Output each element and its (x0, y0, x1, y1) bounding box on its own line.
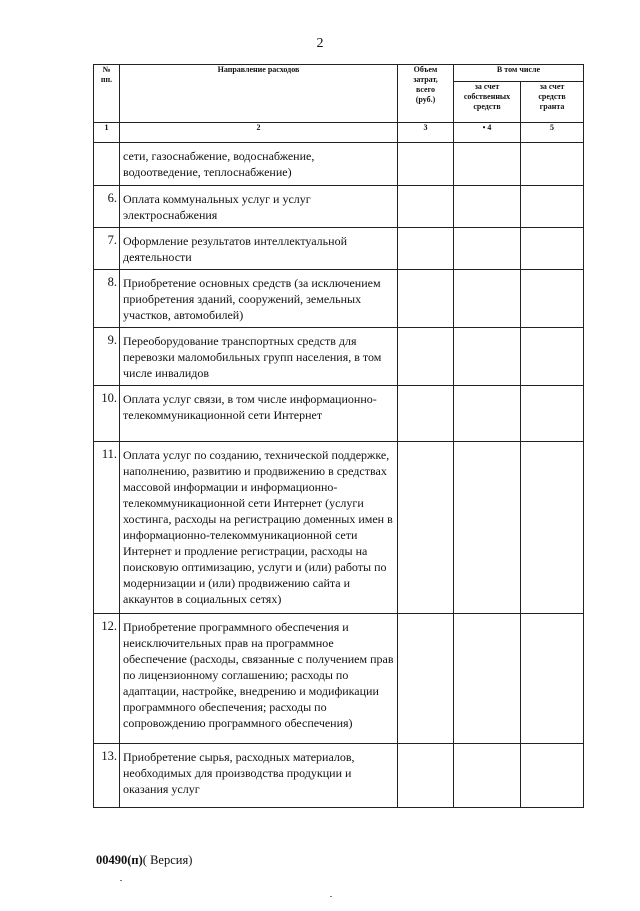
header-including-label: В том числе (496, 65, 541, 74)
row-direction: Оплата коммунальных услуг и услуг электроснабжения (120, 186, 398, 228)
document-code-version: ( Версия) (142, 853, 193, 867)
row-own-cell (454, 143, 521, 186)
header-including (454, 65, 584, 82)
row-direction: Оформление результатов интеллектуальной деятельности (120, 228, 398, 270)
row-total-cell (398, 744, 454, 808)
header-direction (120, 65, 398, 123)
header-grant-funds (521, 82, 584, 123)
table-row (94, 386, 584, 442)
row-grant-cell (521, 228, 584, 270)
column-index-row (94, 123, 584, 143)
row-own-cell (454, 614, 521, 744)
row-number: 10. (94, 386, 120, 442)
row-number: 11. (94, 442, 120, 614)
row-total-cell (398, 386, 454, 442)
row-direction: Приобретение сырья, расходных материалов, необходимых для производства продукции и оказания услуг (120, 744, 398, 808)
table-row (94, 442, 584, 614)
document-code (96, 853, 192, 868)
row-total-cell (398, 614, 454, 744)
row-own-cell (454, 186, 521, 228)
row-grant-cell (521, 744, 584, 808)
row-own-cell (454, 328, 521, 386)
row-own-cell (454, 744, 521, 808)
row-number: 13. (94, 744, 120, 808)
row-direction: Оплата услуг связи, в том числе информационно-телекоммуникационной сети Интернет (120, 386, 398, 442)
row-total-cell (398, 186, 454, 228)
row-total-cell (398, 328, 454, 386)
row-direction: Приобретение основных средств (за исключением приобретения зданий, сооружений, земельных участков, автомобилей) (120, 270, 398, 328)
header-direction-label: Направление расходов (217, 65, 300, 74)
scan-speck (120, 880, 122, 881)
document-code-number: 00490(п) (96, 853, 143, 867)
row-number: 8. (94, 270, 120, 328)
header-own-funds-label: за счет собственных средств (463, 82, 511, 111)
header-num (94, 65, 120, 123)
table-row (94, 744, 584, 808)
scan-speck (330, 896, 332, 897)
row-number: 12. (94, 614, 120, 744)
column-index: 2 (120, 123, 398, 143)
row-grant-cell (521, 270, 584, 328)
row-grant-cell (521, 442, 584, 614)
row-direction: Оплата услуг по созданию, технической поддержке, наполнению, развитию и продвижению в средствах массовой информации и информационно-телекоммуникационной сети Интернет (услуги хостинга, расходы на регистрацию доменных имен в информационно-телекоммуникационной сети Интернет и продление регистрации, расходы на поисковую оптимизацию, услуги и (или) работы по модернизации и (или) продвижению сайта и аккаунтов в социальных сетях) (120, 442, 398, 614)
row-number: 7. (94, 228, 120, 270)
column-index: 5 (521, 123, 584, 143)
table-row (94, 270, 584, 328)
row-own-cell (454, 270, 521, 328)
row-total-cell (398, 143, 454, 186)
header-total (398, 65, 454, 123)
table-row (94, 328, 584, 386)
row-number: 6. (94, 186, 120, 228)
row-total-cell (398, 270, 454, 328)
row-grant-cell (521, 614, 584, 744)
page-number: 2 (316, 36, 324, 51)
header-grant-funds-label: за счет средств гранта (538, 82, 566, 111)
table-row (94, 186, 584, 228)
row-grant-cell (521, 328, 584, 386)
row-total-cell (398, 442, 454, 614)
header-num-label: № пп. (100, 65, 113, 84)
row-grant-cell (521, 386, 584, 442)
row-own-cell (454, 228, 521, 270)
table-row (94, 143, 584, 186)
row-direction: сети, газоснабжение, водоснабжение, водоотведение, теплоснабжение) (120, 143, 398, 186)
row-direction: Переоборудование транспортных средств для перевозки маломобильных групп населения, в том числе инвалидов (120, 328, 398, 386)
table-row (94, 614, 584, 744)
column-index: 1 (94, 123, 120, 143)
header-total-label: Объем затрат, всего (руб.) (413, 65, 438, 104)
expense-table (93, 64, 584, 808)
row-own-cell (454, 442, 521, 614)
row-own-cell (454, 386, 521, 442)
column-index: • 4 (454, 123, 521, 143)
row-direction: Приобретение программного обеспечения и неисключительных прав на программное обеспечение (расходы, связанные с получением прав по лицензионному соглашению; расходы по адаптации, настройке, внедрению и модификации программного обеспечения; расходы по сопровождению программного обеспечения) (120, 614, 398, 744)
table-row (94, 228, 584, 270)
row-grant-cell (521, 186, 584, 228)
row-number (94, 143, 120, 186)
row-total-cell (398, 228, 454, 270)
header-own-funds (454, 82, 521, 123)
row-number: 9. (94, 328, 120, 386)
row-grant-cell (521, 143, 584, 186)
column-index: 3 (398, 123, 454, 143)
